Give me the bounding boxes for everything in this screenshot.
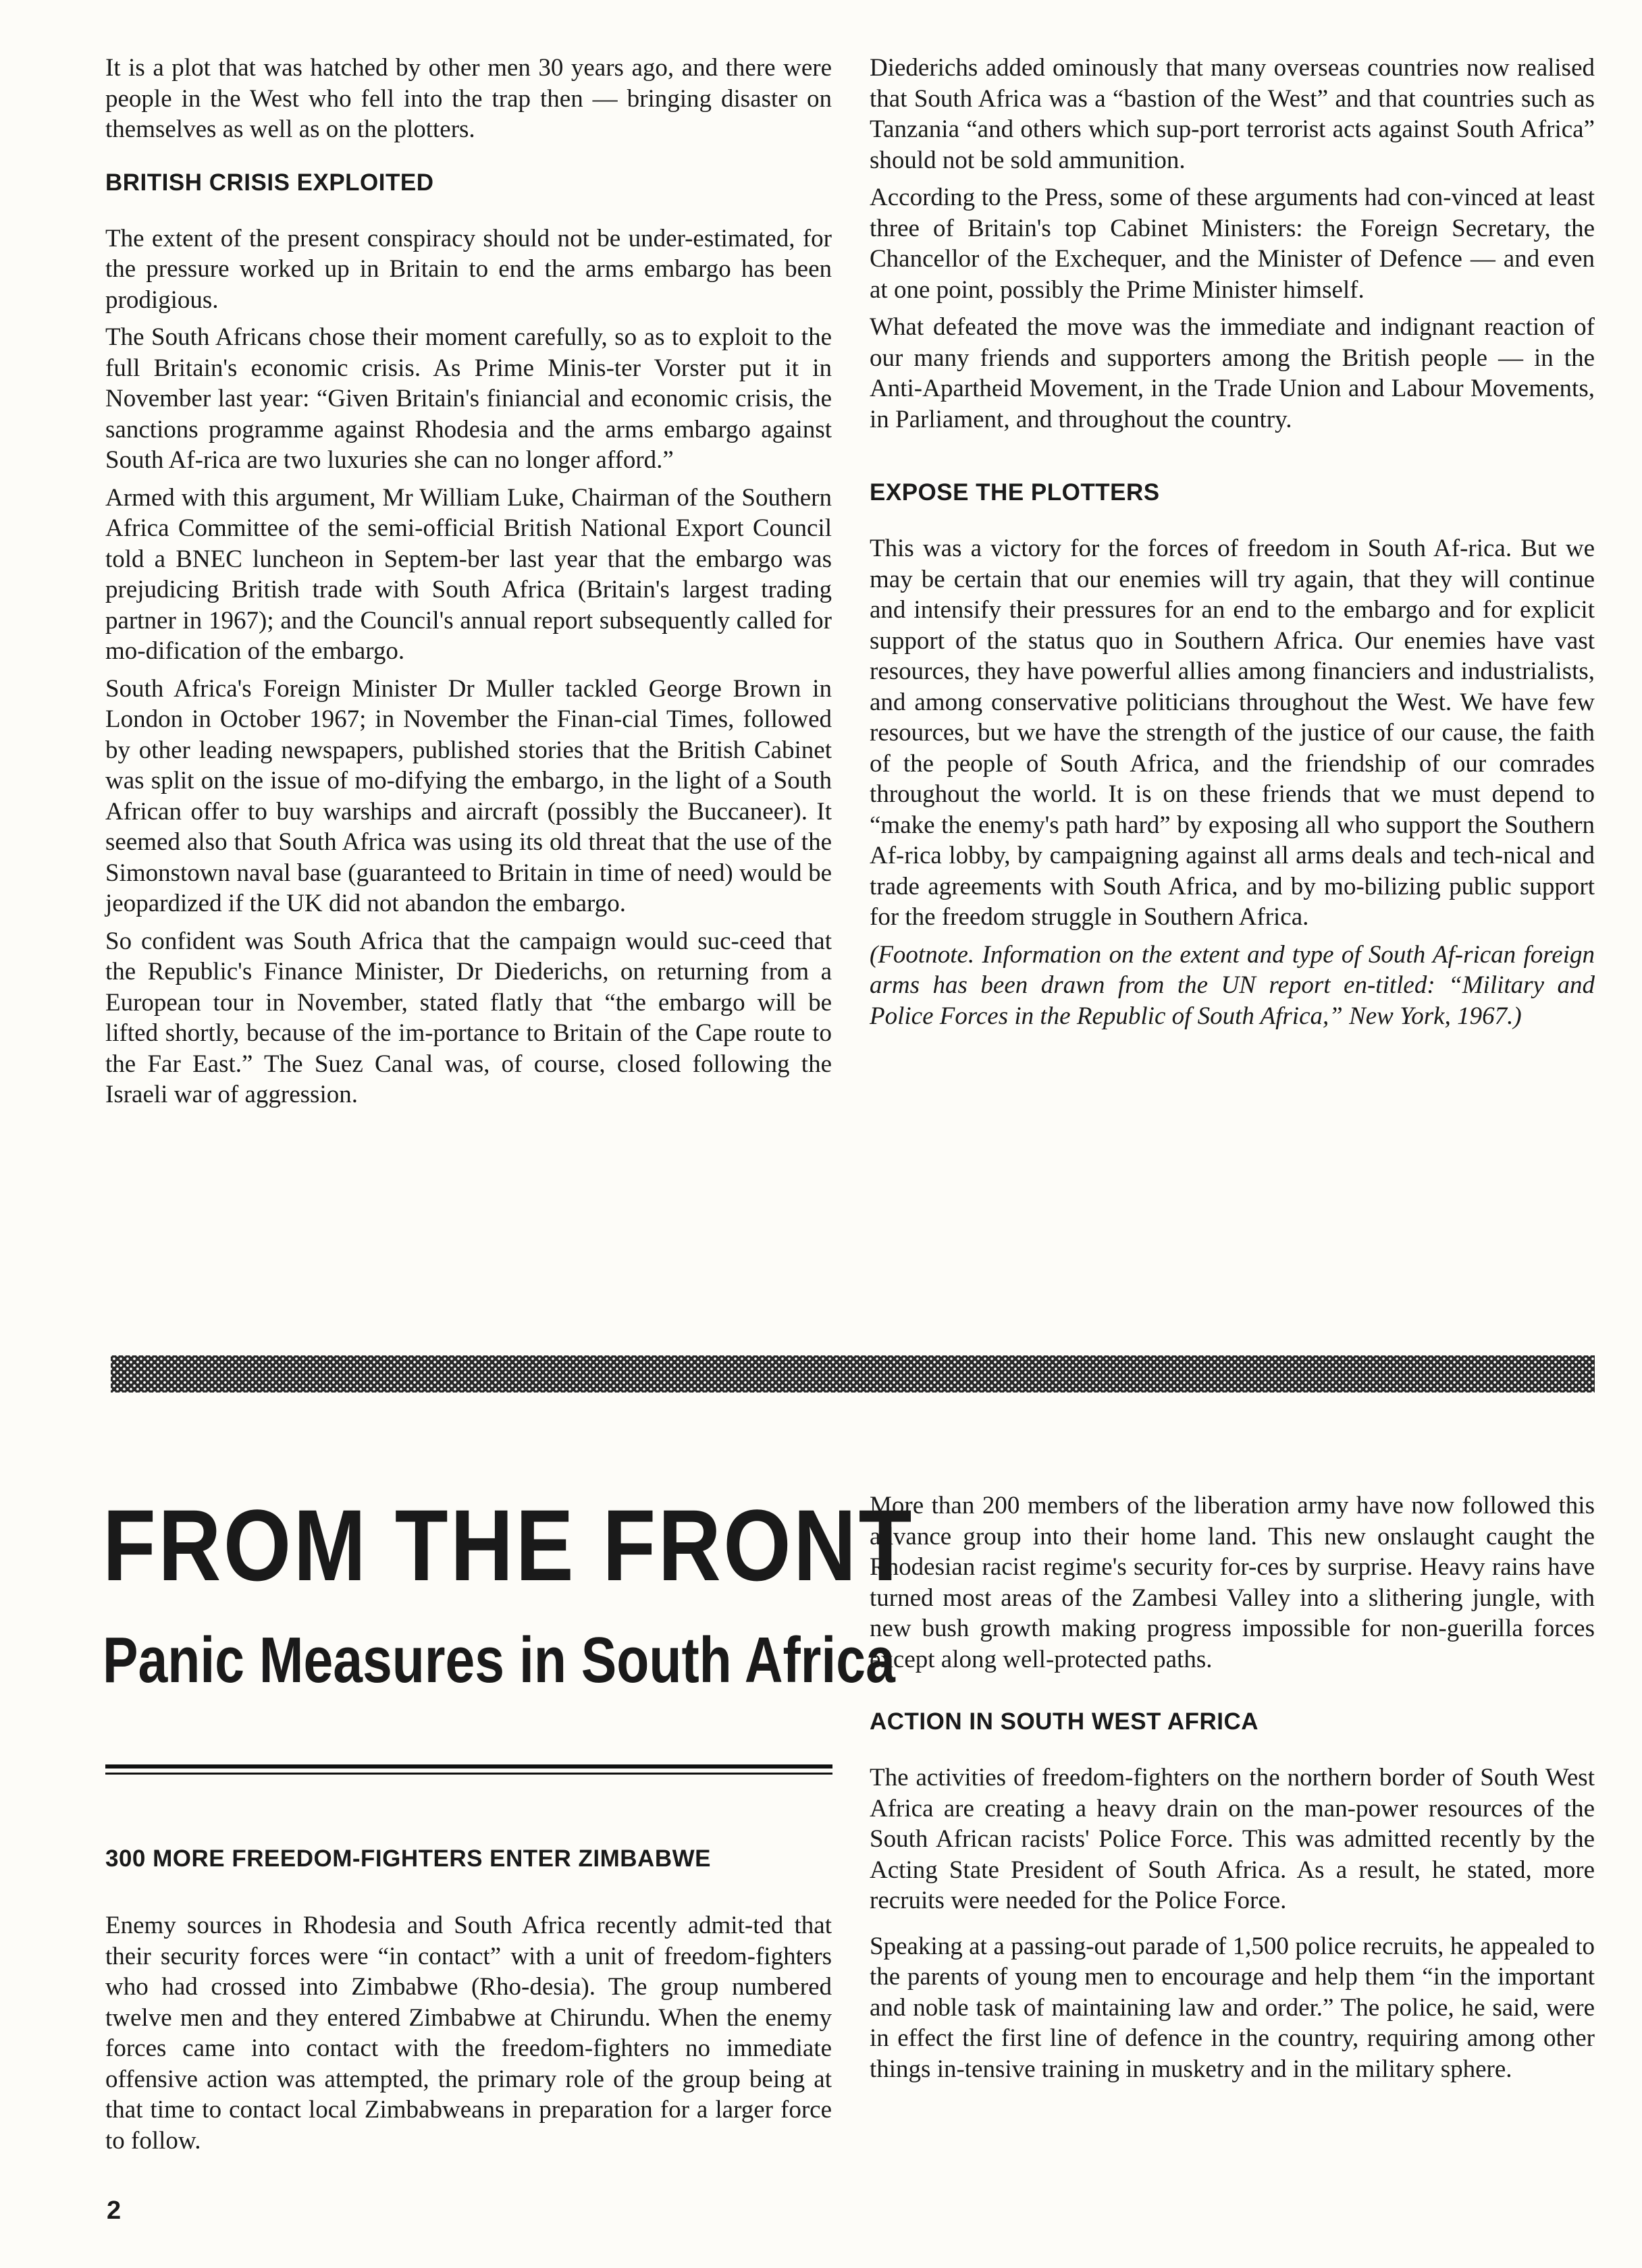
- paragraph: Speaking at a passing-out parade of 1,500 police recruits, he appealed to the parents of young men to encourage and help them “in the important and noble task of maintaining law and order.” The police, he said, were in effect the first line of defence in the country, requiring among other things in-tensive training in musketry and in the military sphere.: [870, 1932, 1595, 2083]
- bottom-left-column: [105, 1845, 832, 2163]
- paragraph: This was a victory for the forces of freedom in South Af-rica. But we may be certain that our enemies will try again, that they will continue and intensify their pressures for an end to the embargo and for explicit support of the status quo in Southern Africa. Our enemies have vast resources, they have powerful allies among financiers and industrialists, and among conservative politicians throughout the West. We have few resources, but we have the strength of the justice of our cause, the faith of the people of South Africa, and the friendship of our comrades throughout the world. It is on these friends that we must depend to “make the enemy's path hard” by exposing all who support the Southern Af-rica lobby, by campaigning against all arms deals and tech-nical and trade agreements with South Africa, and by mo-bilizing public support for the freedom struggle in Southern Africa.: [870, 535, 1595, 931]
- feature-title: FROM THE FRONT: [103, 1488, 914, 1602]
- halftone-divider-band: [111, 1355, 1595, 1393]
- feature-subtitle: Panic Measures in South Africa: [103, 1624, 895, 1696]
- paragraph: The South Africans chose their moment carefully, so as to exploit to the full Britain's economic crisis. As Prime Minis-ter Vorster put it in November last year: “Given Britain's finiancial and economic crisis, the sanctions programme against Rhodesia and the arms embargo against South Af-rica are two luxuries she can no longer afford.”: [105, 323, 832, 474]
- top-right-column: [870, 53, 1595, 1038]
- section-heading-british-crisis: BRITISH CRISIS EXPLOITED: [105, 169, 434, 196]
- paragraph: What defeated the move was the immediate and indignant reaction of our many friends and supporters among the British people — in the Anti-Apartheid Movement, in the Trade Union and Labour Movements, in Parliament, and throughout the country.: [870, 313, 1595, 433]
- footnote: (Footnote. Information on the extent and type of South Af-rican foreign arms has been drawn from the UN report en-titled: “Military and Police Forces in the Republic of South Africa,” New York, 1967.): [870, 940, 1595, 1030]
- paragraph: Diederichs added ominously that many overseas countries now realised that South Africa was a “bastion of the West” and that countries such as Tanzania “and others which sup-port terrorist acts against South Africa” should not be sold ammunition.: [870, 54, 1595, 174]
- paragraph: Armed with this argument, Mr William Luke, Chairman of the Southern Africa Committee of the semi-official British National Export Council told a BNEC luncheon in Septem-ber last year that the embargo was prejudicing British trade with South Africa (Britain's largest trading partner in 1967); and the Council's annual report subsequently called for mo-dification of the embargo.: [105, 483, 832, 665]
- paragraph: The activities of freedom-fighters on the northern border of South West Africa are creating a heavy drain on the man-power resources of the South African racists' Police Force. This was admitted recently by the Acting State President of South Africa. As a result, he stated, more recruits were needed for the Police Force.: [870, 1764, 1595, 1914]
- page-number: 2: [107, 2196, 122, 2225]
- paragraph: The extent of the present conspiracy should not be under-estimated, for the pressure worked up in Britain to end the arms embargo has been prodigious.: [105, 224, 832, 314]
- paragraph: According to the Press, some of these arguments had con-vinced at least three of Britain's top Cabinet Ministers: the Foreign Secretary, the Chancellor of the Exchequer, and the Minister of Defence — and even at one point, possibly the Prime Minister himself.: [870, 184, 1595, 304]
- title-rule-thin: [105, 1773, 832, 1775]
- section-heading-freedom-fighters: 300 MORE FREEDOM-FIGHTERS ENTER ZIMBABWE: [105, 1845, 711, 1872]
- top-left-column: [105, 53, 832, 1117]
- section-heading-expose-plotters: EXPOSE THE PLOTTERS: [870, 479, 1160, 506]
- paragraph: So confident was South Africa that the campaign would suc-ceed that the Republic's Finance Minister, Dr Diederichs, on returning from a European tour in November, stated flatly that “the embargo will be lifted shortly, because of the im-portance to Britain of the Cape route to the Far East.” The Suez Canal was, of course, closed following the Israeli war of aggression.: [105, 927, 832, 1108]
- section-heading-south-west-africa: ACTION IN SOUTH WEST AFRICA: [870, 1708, 1259, 1735]
- bottom-right-column: [870, 1490, 1595, 2091]
- paragraph: More than 200 members of the liberation army have now followed this advance group into their home land. This new onslaught caught the Rhodesian racist regime's security for-ces by surprise. Heavy rains have turned most areas of the Zambesi Valley into a slithering jungle, with new bush growth making progress impossible for non-guerilla forces except along well-protected paths.: [870, 1492, 1595, 1673]
- paragraph: It is a plot that was hatched by other men 30 years ago, and there were people in the West who fell into the trap then — bringing disaster on themselves as well as on the plotters.: [105, 54, 832, 143]
- paragraph: Enemy sources in Rhodesia and South Africa recently admit-ted that their security forces were “in contact” with a unit of freedom-fighters who had crossed into Zimbabwe (Rho-desia). The group numbered twelve men and they entered Zimbabwe at Chirundu. When the enemy forces came into contact with the freedom-fighters no immediate offensive action was attempted, the primary role of the group being at that time to contact local Zimbabweans in preparation for a larger force to follow.: [105, 1912, 832, 2155]
- paragraph: South Africa's Foreign Minister Dr Muller tackled George Brown in London in October 1967; in November the Finan-cial Times, followed by other leading newspapers, published stories that the British Cabinet was split on the issue of mo-difying the embargo, in the light of a South African offer to buy warships and aircraft (possibly the Buccaneer). It seemed also that South Africa was using its old threat that the use of the Simonstown naval base (guaranteed to Britain in time of need) would be jeopardized if the UK did not abandon the embargo.: [105, 674, 832, 917]
- title-rule-thick: [105, 1764, 832, 1769]
